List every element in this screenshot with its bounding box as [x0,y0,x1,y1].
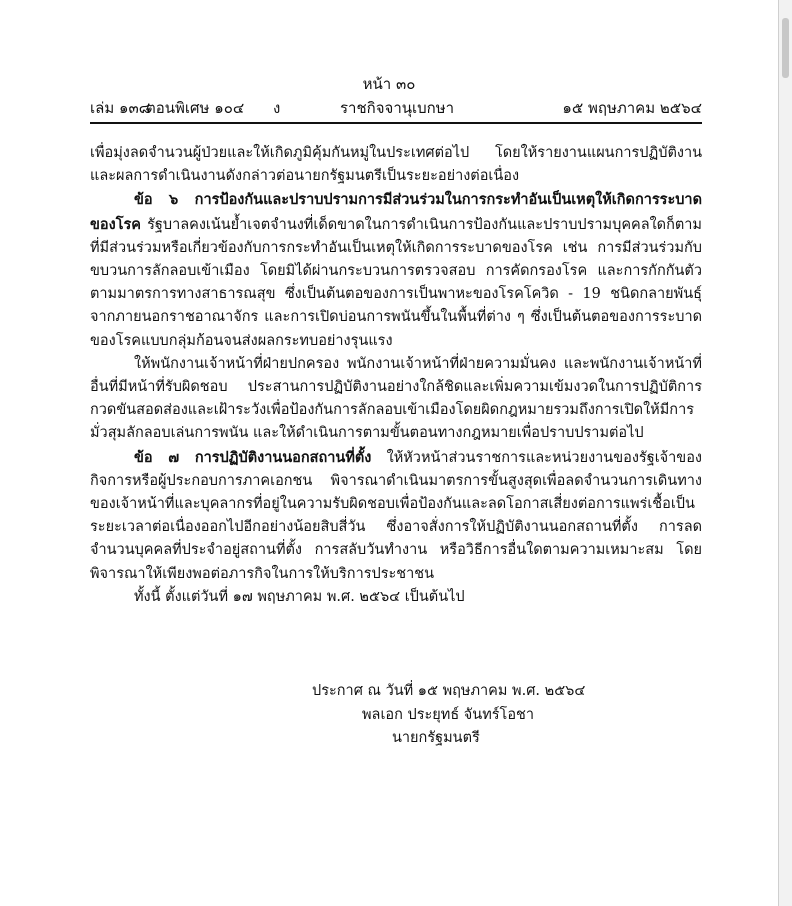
clause-6-second-paragraph: ให้พนักงานเจ้าหน้าที่ฝ่ายปกครอง พนักงานเจ้าหน้าที่ฝ่ายความมั่นคง และพนักงานเจ้าหน้าที่อื่นที่มีหน้าที่รับผิดชอบ ประสานการปฏิบัติงานอย่างใกล้ชิดและเพิ่มความเข้มงวดในการปฏิบัติการกวดขันสอดส่องและเฝ้าระวังเพื่อป้องกันการลักลอบเข้าเมืองโดยผิดกฎหมายรวมถึงการเปิดให้มีการมั่วสุมลักลอบเล่นการพนัน และให้ดำเนินการตามขั้นตอนทางกฎหมายเพื่อปราบปรามต่อไป [90,355,702,442]
vertical-scrollbar[interactable] [779,0,792,906]
header-date: ๑๕ พฤษภาคม ๒๕๖๔ [562,99,702,117]
announcement-date: ประกาศ ณ วันที่ ๑๕ พฤษภาคม พ.ศ. ๒๕๖๔ [312,683,586,699]
signature-block [0,680,778,751]
clause-7-paragraph [90,446,702,586]
clause-6-paragraph [90,188,702,352]
clause-7-text: ให้หัวหน้าส่วนราชการและหน่วยงานของรัฐเจ้าของกิจการหรือผู้ประกอบการภาคเอกชน พิจารณาดำเนินมาตรการขั้นสูงสุดเพื่อลดจำนวนการเดินทางของเจ้าหน้าที่และบุคลากรที่อยู่ในความรับผิดชอบเพื่อป้องกันและลดโอกาสเสี่ยงต่อการแพร่เชื้อเป็นระยะเวลาต่อเนื่องออกไปอีกอย่างน้อยสิบสี่วัน ซึ่งอาจสั่งการให้ปฏิบัติงานนอกสถานที่ตั้ง การลดจำนวนบุคคลที่ประจำอยู่สถานที่ตั้ง การสลับวันทำงาน หรือวิธีการอื่นใดตามความเหมาะสม โดยพิจารณาให้เพียงพอต่อภารกิจในการให้บริการประชาชน [90,449,702,582]
document-body [90,142,702,609]
page-number: หน้า ๓๐ [362,75,416,93]
clause-6-heading: ข้อ ๖ การป้องกันและปราบปรามการมีส่วนร่วมในการกระทำอันเป็นเหตุให้เกิดการระบาดของโรค [90,191,702,233]
gazette-name: ราชกิจจานุเบกษา [340,99,455,117]
section-label: ง [273,99,281,117]
signatory-title: นายกรัฐมนตรี [392,730,480,746]
effective-date-paragraph: ทั้งนี้ ตั้งแต่วันที่ ๑๗ พฤษภาคม พ.ศ. ๒๕๖๔ เป็นต้นไป [134,588,465,605]
special-issue-label: ตอนพิเศษ ๑๐๔ [146,99,245,117]
intro-paragraph: เพื่อมุ่งลดจำนวนผู้ป่วยและให้เกิดภูมิคุ้มกันหมู่ในประเทศต่อไป โดยให้รายงานแผนการปฏิบัติงานและผลการดำเนินงานดังกล่าวต่อนายกรัฐมนตรีเป็นระยะอย่างต่อเนื่อง [90,145,702,185]
clause-7-heading: ข้อ ๗ การปฏิบัติงานนอกสถานที่ตั้ง [134,448,372,466]
signatory-name: พลเอก ประยุทธ์ จันทร์โอชา [362,706,535,723]
volume-label: เล่ม ๑๓๘ [90,99,151,117]
scrollbar-thumb[interactable] [782,18,789,78]
clause-6-text: รัฐบาลคงเน้นย้ำเจตจำนงที่เด็ดขาดในการดำเนินการป้องกันและปราบปรามบุคคลใดก็ตามที่มีส่วนร่วมหรือเกี่ยวข้องกับการกระทำอันเป็นเหตุให้เกิดการระบาดของโรค เช่น การมีส่วนร่วมกับขบวนการลักลอบเข้าเมือง โดยมิได้ผ่านกระบวนการตรวจสอบ การคัดกรองโรค และการกักกันตัวตามมาตรการทางสาธารณสุข ซึ่งเป็นต้นตอของการเป็นพาหะของโรคโควิด - 19 ชนิดกลายพันธุ์จากภายนอกราชอาณาจักร และการเปิดบ่อนการพนันขึ้นในพื้นที่ต่าง ๆ ซึ่งเป็นต้นตอของการระบาดของโรคแบบกลุ่มก้อนจนส่งผลกระทบอย่างรุนแรง [90,216,702,349]
header-divider [90,122,702,124]
